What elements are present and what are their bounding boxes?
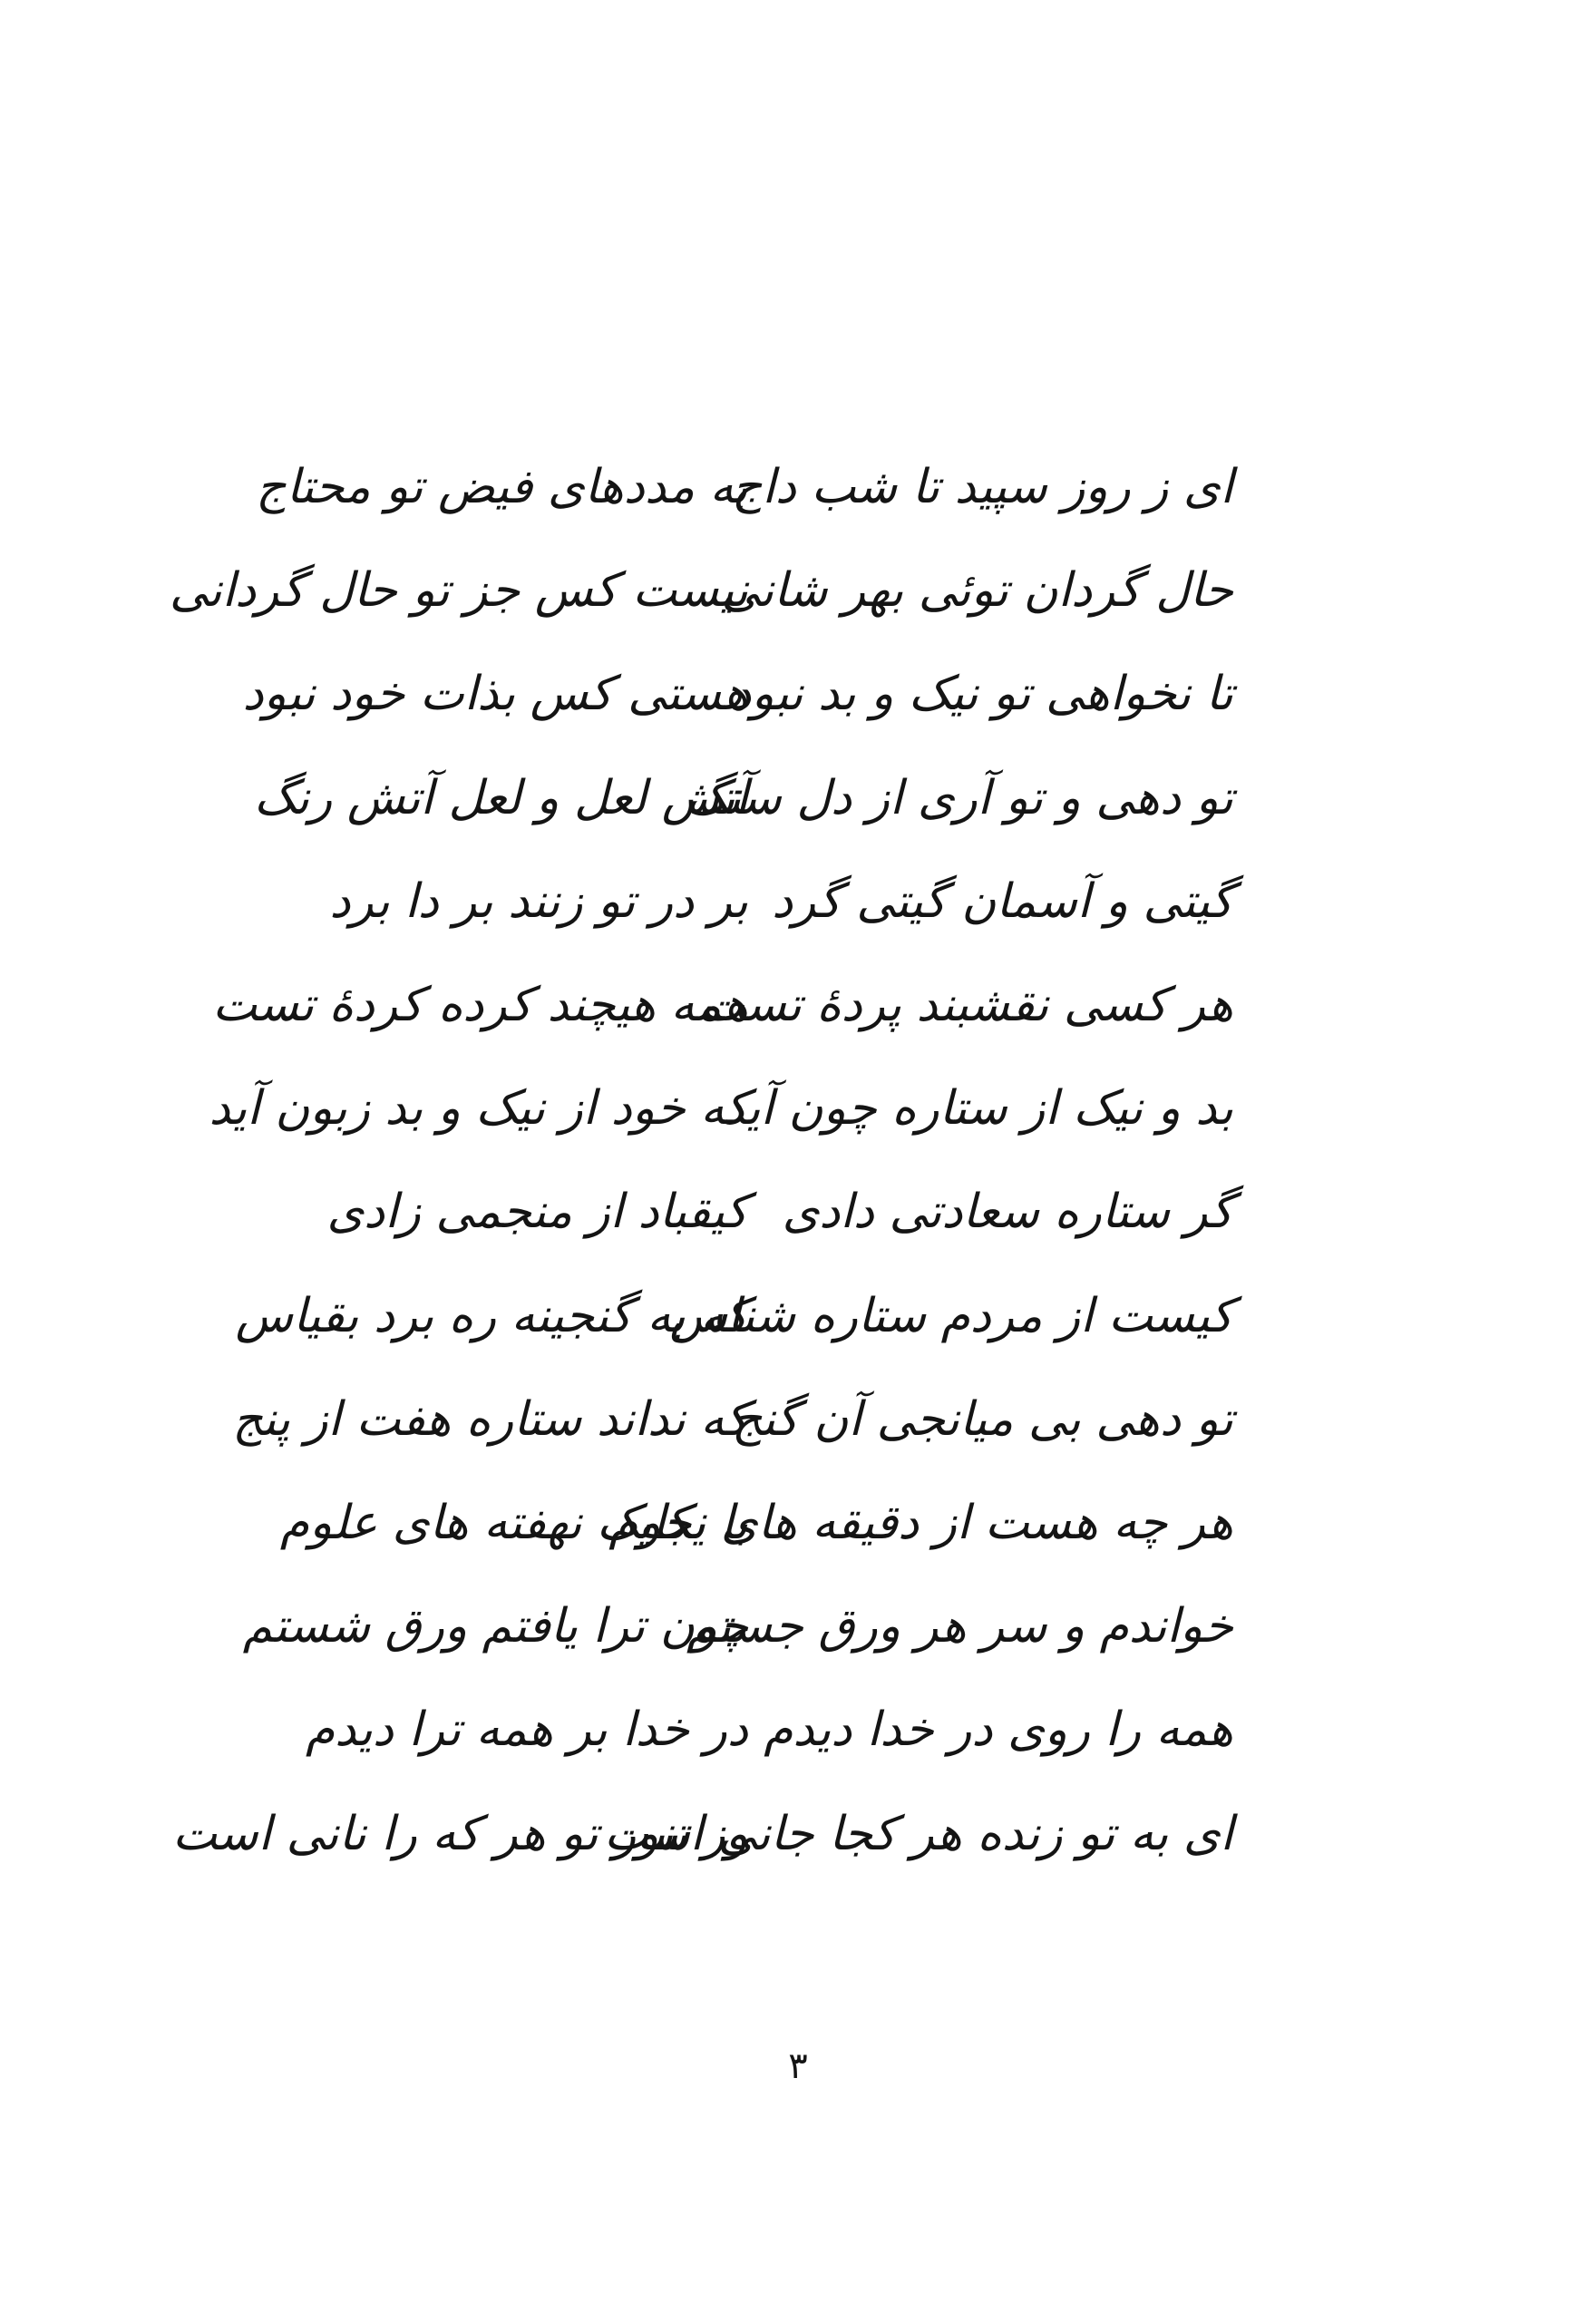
hemistich-right: گیتی و آسمان گیتی گرد bbox=[772, 873, 1233, 929]
hemistich-left: نیست کس جز تو حال گردانی bbox=[169, 563, 748, 619]
hemistich-left: هستی کس بذات خود نبود bbox=[242, 667, 748, 722]
couplet-7 bbox=[209, 1057, 1233, 1160]
hemistich-left: که به گنجینه ره برد بقیاس bbox=[235, 1288, 748, 1343]
couplet-2 bbox=[169, 539, 1233, 642]
couplet-9 bbox=[235, 1264, 1233, 1368]
couplet-13 bbox=[305, 1678, 1233, 1781]
hemistich-right: هر کسی نقشبند پردهٔ تست bbox=[699, 978, 1233, 1033]
hemistich-left: چون ترا یافتم ورق شستم bbox=[242, 1599, 748, 1654]
hemistich-right: هر چه هست از دقیقه های نجوم bbox=[608, 1495, 1233, 1550]
hemistich-left: وز تنور تو هر که را نانی است bbox=[172, 1806, 748, 1861]
hemistich-right: ای به تو زنده هر کجا جانی است bbox=[604, 1806, 1233, 1861]
couplet-5 bbox=[329, 850, 1233, 953]
hemistich-right: گر ستاره سعادتی دادی bbox=[782, 1185, 1233, 1240]
hemistich-left: که خود از نیک و بد زبون آید bbox=[209, 1081, 748, 1137]
hemistich-left: بر در تو زنند بر دا برد bbox=[329, 873, 748, 929]
hemistich-right: تو دهی و تو آری از دل سنگ bbox=[686, 770, 1233, 825]
hemistich-right: تو دهی بی میانجی آن گنج bbox=[731, 1391, 1233, 1447]
hemistich-right: تا نخواهی تو نیک و بد نبود bbox=[730, 667, 1233, 722]
hemistich-right: خواندم و سر هر ورق جستم bbox=[686, 1599, 1233, 1654]
hemistich-left: به مددهای فیض تو محتاج bbox=[256, 460, 748, 515]
couplet-6 bbox=[212, 953, 1233, 1057]
hemistich-right: ای ز روز سپید تا شب داج bbox=[731, 460, 1233, 515]
couplet-8 bbox=[326, 1160, 1233, 1263]
couplet-12 bbox=[242, 1575, 1233, 1678]
hemistich-left: آتش لعل و لعل آتش رنگ bbox=[254, 770, 748, 825]
hemistich-left: با یکایک نهفته های علوم bbox=[279, 1495, 748, 1550]
couplet-14 bbox=[172, 1781, 1233, 1885]
hemistich-left: همه هیچند کرده کردهٔ تست bbox=[212, 978, 748, 1033]
hemistich-left: در خدا بر همه ترا دیدم bbox=[305, 1702, 748, 1758]
couplet-11 bbox=[279, 1471, 1233, 1575]
hemistich-right: همه را روی در خدا دیدم bbox=[764, 1702, 1233, 1758]
hemistich-left: کیقباد از منجمی زادی bbox=[326, 1185, 748, 1240]
poem-couplets bbox=[169, 435, 1233, 1886]
hemistich-right: کیست از مردم ستاره شناس bbox=[669, 1288, 1233, 1343]
hemistich-right: بد و نیک از ستاره چون آید bbox=[722, 1081, 1233, 1137]
couplet-4 bbox=[254, 746, 1233, 850]
couplet-10 bbox=[232, 1368, 1233, 1471]
page-number: ۳ bbox=[788, 2045, 808, 2087]
hemistich-left: که نداند ستاره هفت از پنج bbox=[232, 1391, 748, 1447]
hemistich-right: حال گردان توئی بهر شانی bbox=[721, 563, 1233, 619]
couplet-1 bbox=[256, 435, 1233, 539]
couplet-3 bbox=[242, 642, 1233, 746]
